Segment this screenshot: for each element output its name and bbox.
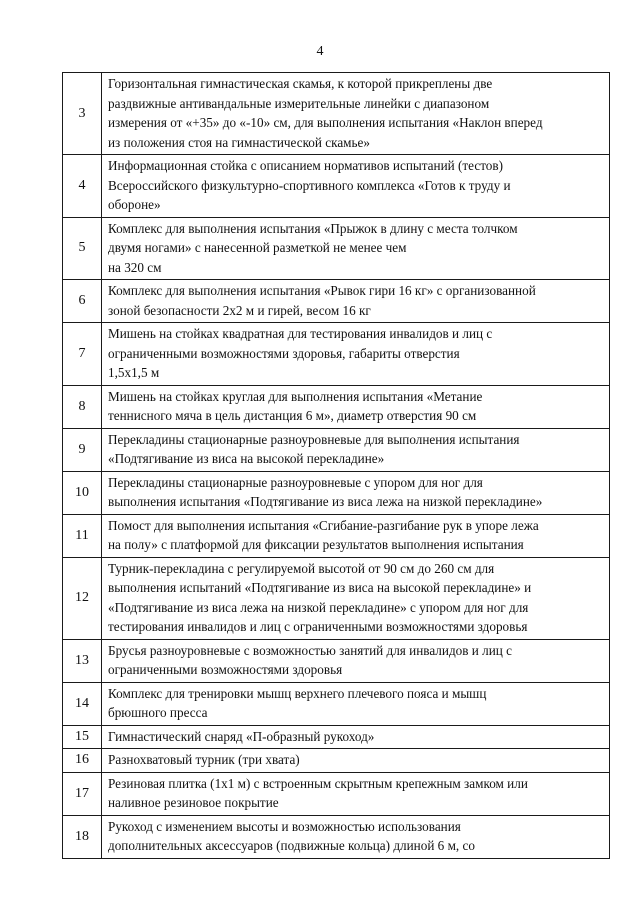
description-line: Комплекс для тренировки мышц верхнего плечевого пояса и мышц	[108, 685, 487, 701]
description-line: выполнения испытания «Подтягивание из виса лежа на низкой перекладине»	[108, 494, 543, 509]
description-line: Разнохватовый турник (три хвата)	[108, 752, 300, 767]
description-line: зоной безопасности 2x2 м и гирей, весом 16 кг	[108, 302, 371, 318]
table-row	[63, 749, 610, 773]
row-number: 15	[63, 725, 102, 749]
description-line: «Подтягивание из виса лежа на низкой перекладине» с упором для ног для	[108, 599, 529, 615]
item-description	[102, 772, 610, 815]
description-line: Резиновая плитка (1x1 м) с встроенным скрытным крепежным замком или	[108, 775, 528, 791]
table-row	[63, 682, 610, 725]
table-row	[63, 815, 610, 858]
row-number: 16	[63, 749, 102, 773]
description-line: ограниченными возможностями здоровья	[108, 662, 343, 677]
description-line: теннисного мяча в цель дистанция 6 м», диаметр отверстия 90 см	[108, 408, 477, 423]
row-number: 10	[63, 471, 102, 514]
equipment-table	[62, 72, 610, 859]
description-line: Мишень на стойках квадратная для тестирования инвалидов и лиц с	[108, 326, 493, 341]
table-row	[63, 725, 610, 749]
description-line: Гимнастический снаряд «П-образный рукоход»	[108, 728, 375, 744]
description-line: на 320 см	[108, 259, 162, 275]
description-line: из положения стоя на гимнастической скамье»	[108, 134, 370, 150]
description-line: брюшного пресса	[108, 705, 208, 720]
equipment-table-body	[63, 73, 610, 859]
table-row	[63, 217, 610, 280]
row-number: 13	[63, 639, 102, 682]
table-row	[63, 514, 610, 557]
description-line: измерения от «+35» до «-10» см, для выполнения испытания «Наклон вперед	[108, 115, 543, 130]
row-number: 12	[63, 557, 102, 639]
row-number: 17	[63, 772, 102, 815]
row-number: 18	[63, 815, 102, 858]
table-row	[63, 323, 610, 386]
table-row	[63, 772, 610, 815]
description-line: Турник-перекладина с регулируемой высотой от 90 см до 260 см для	[108, 560, 495, 576]
row-number: 6	[63, 280, 102, 323]
row-number: 7	[63, 323, 102, 386]
item-description	[102, 155, 610, 218]
description-line: 1,5х1,5 м	[108, 365, 160, 380]
item-description	[102, 385, 610, 428]
description-line: выполнения испытаний «Подтягивание из виса на высокой перекладине» и	[108, 580, 532, 595]
description-line: Горизонтальная гимнастическая скамья, к которой прикреплены две	[108, 76, 493, 91]
table-row	[63, 385, 610, 428]
description-line: обороне»	[108, 197, 161, 212]
description-line: Мишень на стойках круглая для выполнения испытания «Метание	[108, 388, 483, 404]
row-number: 11	[63, 514, 102, 557]
description-line: Брусья разноуровневые с возможностью занятий для инвалидов и лиц с	[108, 642, 512, 658]
table-row	[63, 471, 610, 514]
description-line: раздвижные антивандальные измерительные линейки с диапазоном	[108, 95, 490, 111]
item-description	[102, 323, 610, 386]
row-number: 8	[63, 385, 102, 428]
description-line: ограниченными возможностями здоровья, габариты отверстия	[108, 345, 460, 361]
description-line: наливное резиновое покрытие	[108, 795, 279, 810]
item-description	[102, 725, 610, 749]
item-description	[102, 639, 610, 682]
description-line: Помост для выполнения испытания «Сгибание-разгибание рук в упоре лежа	[108, 517, 539, 533]
row-number: 3	[63, 73, 102, 155]
description-line: дополнительных аксессуаров (подвижные кольца) длиной 6 м, со	[108, 838, 475, 853]
description-line: Рукоход с изменением высоты и возможностью использования	[108, 818, 461, 834]
item-description	[102, 682, 610, 725]
table-row	[63, 557, 610, 639]
item-description	[102, 280, 610, 323]
page-number: 4	[316, 44, 324, 59]
item-description	[102, 73, 610, 155]
description-line: Комплекс для выполнения испытания «Рывок гири 16 кг» с организованной	[108, 283, 536, 298]
table-row	[63, 639, 610, 682]
table-row	[63, 428, 610, 471]
item-description	[102, 428, 610, 471]
table-row	[63, 280, 610, 323]
item-description	[102, 749, 610, 773]
row-number: 9	[63, 428, 102, 471]
table-row	[63, 73, 610, 155]
description-line: Всероссийского физкультурно-спортивного комплекса «Готов к труду и	[108, 177, 511, 193]
description-line: Перекладины стационарные разноуровневые для выполнения испытания	[108, 431, 520, 447]
item-description	[102, 217, 610, 280]
row-number: 14	[63, 682, 102, 725]
item-description	[102, 557, 610, 639]
description-line: двумя ногами» с нанесенной разметкой не менее чем	[108, 240, 407, 255]
description-line: «Подтягивание из виса на высокой перекладине»	[108, 451, 385, 466]
description-line: Комплекс для выполнения испытания «Прыжок в длину с места толчком	[108, 220, 518, 236]
item-description	[102, 471, 610, 514]
row-number: 5	[63, 217, 102, 280]
description-line: Перекладины стационарные разноуровневые с упором для ног для	[108, 474, 483, 490]
description-line: Информационная стойка с описанием нормативов испытаний (тестов)	[108, 158, 503, 173]
description-line: тестирования инвалидов и лиц с ограниченными возможностями здоровья	[108, 619, 528, 634]
table-row	[63, 155, 610, 218]
row-number: 4	[63, 155, 102, 218]
item-description	[102, 514, 610, 557]
description-line: на полу» с платформой для фиксации результатов выполнения испытания	[108, 537, 524, 552]
item-description	[102, 815, 610, 858]
